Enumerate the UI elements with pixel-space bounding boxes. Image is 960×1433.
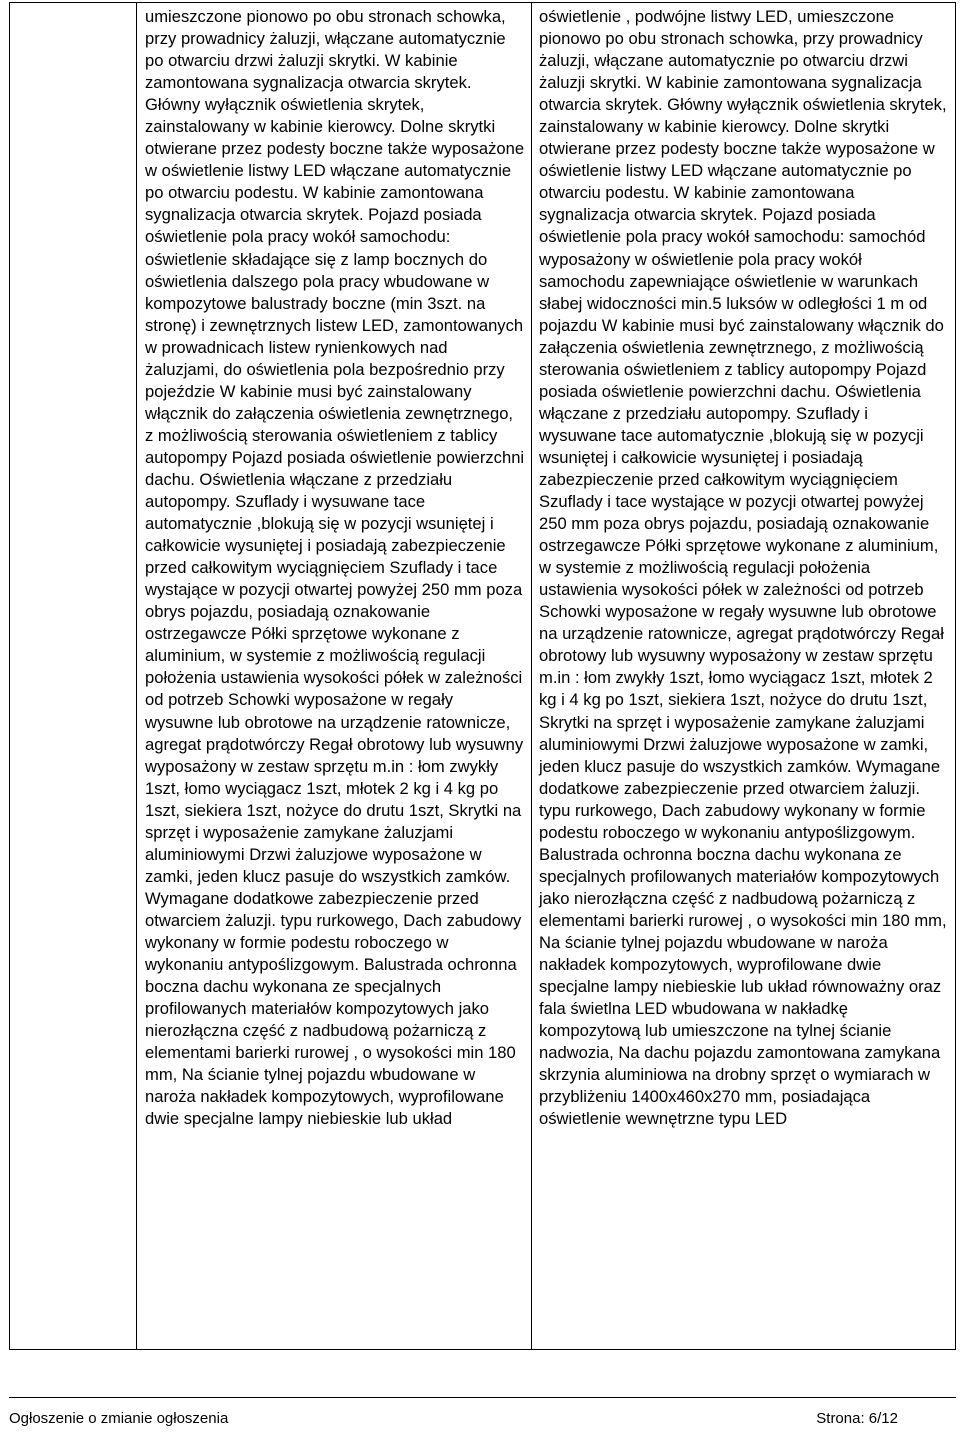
footer-divider (9, 1397, 956, 1398)
footer-title: Ogłoszenie o zmianie ogłoszenia (9, 1410, 229, 1427)
middle-column-text: umieszczone pionowo po obu stronach schowka, przy prowadnicy żaluzji, włączane automatycznie po otwarciu drzwi żaluzji skrytki. W kabinie zamontowana sygnalizacja otwarcia skrytek. Główny wyłącznik oświetlenia skrytek, zainstalowany w kabinie kierowcy. Dolne skrytki otwierane przez podesty boczne także wyposażone w oświetlenie listwy LED włączane automatycznie po otwarciu podestu. W kabinie zamontowana sygnalizacja otwarcia skrytek. Pojazd posiada oświetlenie pola pracy wokół samochodu: oświetlenie składające się z lamp bocznych do oświetlenia dalszego pola pracy wbudowane w kompozytowe balustrady boczne (min 3szt. na stronę) i zewnętrznych listew LED, zamontowanych w prowadnicach listew rynienkowych nad żaluzjami, do oświetlenia pola bezpośrednio przy pojeździe W kabinie musi być zainstalowany włącznik do załączenia oświetlenia zewnętrznego, z możliwością sterowania oświetleniem z tablicy autopompy Pojazd posiada oświetlenie powierzchni dachu. Oświetlenia włączane z przedziału autopompy. Szuflady i wysuwane tace automatycznie ,blokują się w pozycji wsuniętej i całkowicie wysuniętej i posiadają zabezpieczenie przed całkowitym wyciągnięciem Szuflady i tace wystające w pozycji otwartej powyżej 250 mm poza obrys pojazdu, posiadają oznakowanie ostrzegawcze Półki sprzętowe wykonane z aluminium, w systemie z możliwością regulacji położenia ustawienia wysokości półek w zależności od potrzeb Schowki wyposażone w regały wysuwne lub obrotowe na urządzenie ratownicze, agregat prądotwórczy Regał obrotowy lub wysuwny wyposażony w zestaw sprzętu m.in : łom zwykły 1szt, łomo wyciągacz 1szt, młotek 2 kg i 4 kg po 1szt, siekiera 1szt, nożyce do drutu 1szt, Skrytki na sprzęt i wyposażenie zamykane żaluzjami aluminiowymi Drzwi żaluzjowe wyposażone w zamki, jeden klucz pasuje do wszystkich zamków. Wymagane dodatkowe zabezpieczenie przed otwarciem żaluzji. typu rurkowego, Dach zabudowy wykonany w formie podestu roboczego w wykonaniu antypoślizgowym. Balustrada ochronna boczna dachu wykonana ze specjalnych profilowanych materiałów kompozytowych jako nierozłączna część z nadbudową pożarniczą z elementami barierki rurowej , o wysokości min 180 mm, Na ścianie tylnej pojazdu wbudowane w naroża nakładek kompozytowych, wyprofilowane dwie specjalne lampy niebieskie lub układ (145, 7, 525, 1129)
table-row (10, 3, 956, 1350)
left-column-cell (10, 3, 137, 1350)
left-column-text (10, 3, 136, 6)
right-column-text: oświetlenie , podwójne listwy LED, umieszczone pionowo po obu stronach schowka, przy prowadnicy żaluzji, włączane automatycznie po otwarciu drzwi żaluzji skrytki. W kabinie zamontowana sygnalizacja otwarcia skrytek. Główny wyłącznik oświetlenia skrytek, zainstalowany w kabinie kierowcy. Dolne skrytki otwierane przez podesty boczne także wyposażone w oświetlenie listwy LED włączane automatycznie po otwarciu podestu. W kabinie zamontowana sygnalizacja otwarcia skrytek. Pojazd posiada oświetlenie pola pracy wokół samochodu: samochód wyposażony w oświetlenie pola pracy wokół samochodu zapewniające oświetlenie w warunkach słabej widoczności min.5 luksów w odległości 1 m od pojazdu W kabinie musi być zainstalowany włącznik do załączenia oświetlenia zewnętrznego, z możliwością sterowania oświetleniem z tablicy autopompy Pojazd posiada oświetlenie powierzchni dachu. Oświetlenia włączane z przedziału autopompy. Szuflady i wysuwane tace automatycznie ,blokują się w pozycji wsuniętej i całkowicie wysuniętej i posiadają zabezpieczenie przed całkowitym wyciągnięciem Szuflady i tace wystające w pozycji otwartej powyżej 250 mm poza obrys pojazdu, posiadają oznakowanie ostrzegawcze Półki sprzętowe wykonane z aluminium, w systemie z możliwością regulacji położenia ustawienia wysokości półek w zależności od potrzeb Schowki wyposażone w regały wysuwne lub obrotowe na urządzenie ratownicze, agregat prądotwórczy Regał obrotowy lub wysuwny wyposażony w zestaw sprzętu m.in : łom zwykły 1szt, łomo wyciągacz 1szt, młotek 2 kg i 4 kg po 1szt, siekiera 1szt, nożyce do drutu 1szt, Skrytki na sprzęt i wyposażenie zamykane żaluzjami aluminiowymi Drzwi żaluzjowe wyposażone w zamki, jeden klucz pasuje do wszystkich zamków. Wymagane dodatkowe zabezpieczenie przed otwarciem żaluzji. typu rurkowego, Dach zabudowy wykonany w formie podestu roboczego w wykonaniu antypoślizgowym. Balustrada ochronna boczna dachu wykonana ze specjalnych profilowanych materiałów kompozytowych jako nierozłączna część z nadbudową pożarniczą z elementami barierki rurowej , o wysokości min 180 mm, Na ścianie tylnej pojazdu wbudowane w naroża nakładek kompozytowych, wyprofilowane dwie specjalne lampy niebieskie lub układ równoważny oraz fala świetlna LED wbudowana w nakładkę kompozytową lub umieszczone na tylnej ścianie nadwozia, Na dachu pojazdu zamontowana zamykana skrzynia aluminiowa na drobny sprzęt o wymiarach w przybliżeniu 1400x460x270 mm, posiadająca oświetlenie wewnętrzne typu LED (539, 7, 947, 1129)
right-column-cell (532, 3, 956, 1350)
middle-column-cell (137, 3, 532, 1350)
page-number: Strona: 6/12 (816, 1410, 898, 1427)
specification-table (9, 2, 956, 1350)
